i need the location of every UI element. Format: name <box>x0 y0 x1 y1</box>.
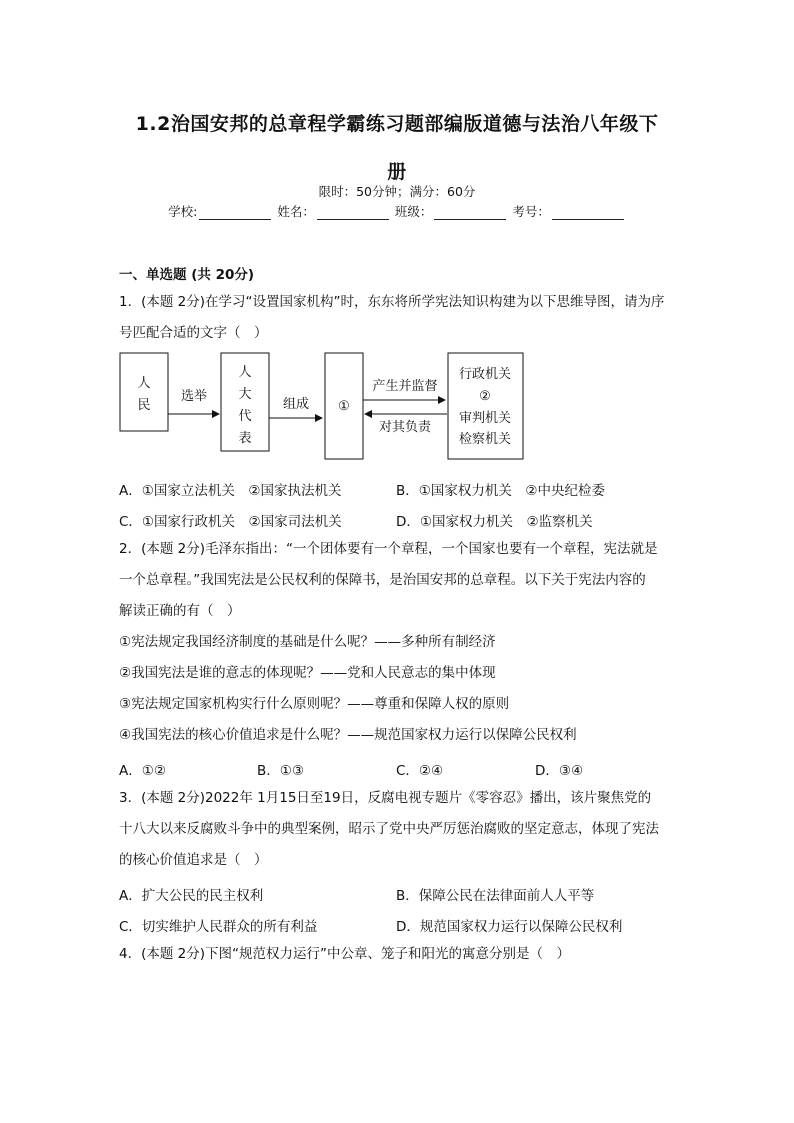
q3-option-a[interactable]: A．扩大公民的民主权利 <box>119 888 264 904</box>
school-blank[interactable] <box>199 206 271 220</box>
q4-line-1: 4．(本题 2分)下图“规范权力运行”中公章、笼子和阳光的寓意分别是（ ） <box>119 946 570 962</box>
q3-line-3: 的核心价值追求是（ ） <box>119 852 268 868</box>
q2-line-1: 2．(本题 2分)毛泽东指出：“一个团体要有一个章程，一个国家也要有一个章程，宪法就是 <box>119 541 658 557</box>
box-deputies-text-1: 人 <box>238 365 252 380</box>
name-label: 姓名： <box>277 204 315 219</box>
arrow-responsible-label: 对其负责 <box>378 420 432 435</box>
question-4 <box>119 939 679 970</box>
q3-option-d[interactable]: D．规范国家权力运行以保障公民权利 <box>396 919 623 935</box>
box-people-text-1: 人 <box>137 376 151 391</box>
box-organs-text-4: 检察机关 <box>458 432 512 447</box>
q2-statement-4: ④我国宪法的核心价值追求是什么呢？——规范国家权力运行以保障公民权利 <box>119 727 577 743</box>
exam-no-label: 考号： <box>512 204 550 219</box>
q3-line-2: 十八大以来反腐败斗争中的典型案例，昭示了党中央严厉惩治腐败的坚定意志，体现了宪法 <box>119 821 659 837</box>
q1-option-a[interactable]: A．①国家立法机关 ②国家执法机关 <box>119 483 342 499</box>
class-label: 班级： <box>394 204 433 219</box>
box-organs-text-3: 审判机关 <box>458 411 512 426</box>
title-line-1: 1.2治国安邦的总章程学霸练习题部编版道德与法治八年级下 <box>135 113 659 135</box>
box-blank-1-text: ① <box>338 399 350 414</box>
box-deputies-text-3: 代 <box>238 409 252 424</box>
title-line-2: 册 <box>387 161 407 183</box>
q3-line-1: 3．(本题 2分)2022年 1月15日至19日，反腐电视专题片《零容忍》播出，该片聚焦党的 <box>119 790 652 806</box>
q2-line-2: 一个总章程。”我国宪法是公民权利的保障书，是治国安邦的总章程。以下关于宪法内容的 <box>119 572 646 588</box>
q1-line-2: 号匹配合适的文字（ ） <box>119 325 268 341</box>
mind-map-svg <box>119 352 539 464</box>
q2-option-d[interactable]: D．③④ <box>535 763 584 779</box>
time-score-limit: 限时：50分钟；满分：60分 <box>318 184 476 199</box>
question-1 <box>119 287 679 349</box>
box-organs-text-2: ② <box>479 389 491 404</box>
arrow-produce-supervise-label: 产生并监督 <box>372 379 438 394</box>
box-deputies-text-4: 表 <box>238 431 252 446</box>
q2-line-3: 解读正确的有（ ） <box>119 603 241 619</box>
q1-line-1: 1．(本题 2分)在学习“设置国家机构”时，东东将所学宪法知识构建为以下思维导图，请为序 <box>119 294 665 310</box>
arrow-elect-label: 选举 <box>180 389 208 404</box>
q1-mind-map <box>119 352 539 468</box>
q1-option-b[interactable]: B．①国家权力机关 ②中央纪检委 <box>396 483 605 499</box>
q1-option-c[interactable]: C．①国家行政机关 ②国家司法机关 <box>119 514 342 530</box>
q2-option-a[interactable]: A．①② <box>119 763 166 779</box>
box-people-text-2: 民 <box>137 398 151 413</box>
q2-statement-2: ②我国宪法是谁的意志的体现呢？——党和人民意志的集中体现 <box>119 665 496 681</box>
q2-statement-3: ③宪法规定国家机构实行什么原则呢？——尊重和保障人权的原则 <box>119 696 510 712</box>
question-2 <box>119 534 679 751</box>
box-organs-text-1: 行政机关 <box>458 367 512 382</box>
name-blank[interactable] <box>317 206 389 220</box>
arrow-compose-label: 组成 <box>282 397 310 412</box>
q2-option-c[interactable]: C．②④ <box>396 763 444 779</box>
q2-option-b[interactable]: B．①③ <box>257 763 304 779</box>
q3-option-c[interactable]: C．切实维护人民群众的所有利益 <box>119 919 318 935</box>
box-deputies-text-2: 大 <box>238 387 252 402</box>
student-info-row <box>0 202 794 220</box>
exam-no-blank[interactable] <box>552 206 624 220</box>
q3-option-b[interactable]: B．保障公民在法律面前人人平等 <box>396 888 595 904</box>
class-blank[interactable] <box>434 206 506 220</box>
question-3 <box>119 783 679 876</box>
section-heading: 一、单选题 (共 20分) <box>119 267 255 283</box>
q2-statement-1: ①宪法规定我国经济制度的基础是什么呢？——多种所有制经济 <box>119 634 496 650</box>
school-label: 学校: <box>168 204 198 219</box>
q1-option-d[interactable]: D．①国家权力机关 ②监察机关 <box>396 514 593 530</box>
box-people <box>120 353 168 431</box>
